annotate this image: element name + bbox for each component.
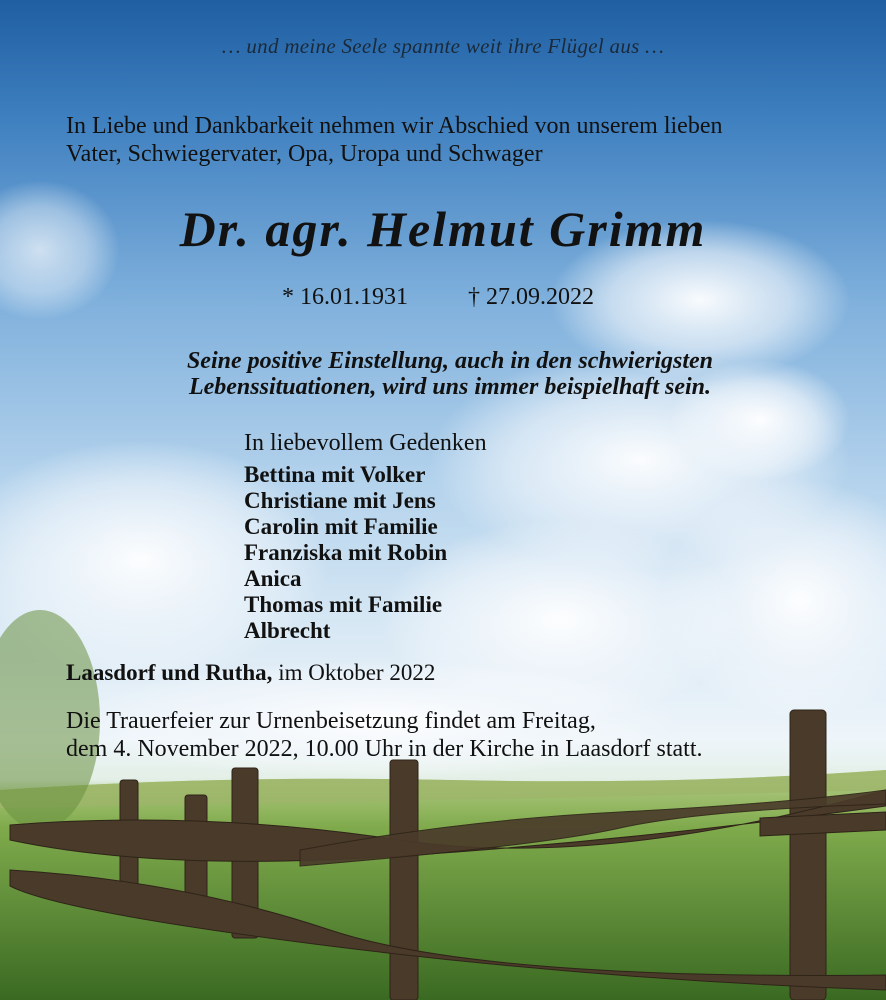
mourner-name: Anica [244, 566, 302, 591]
death-date: † 27.09.2022 [468, 284, 594, 310]
intro-line-1: In Liebe und Dankbarkeit nehmen wir Abschied von unserem lieben [66, 113, 723, 139]
place-date: im Oktober 2022 [272, 660, 436, 685]
mourner-name: Christiane mit Jens [244, 488, 436, 513]
service-line-1: Die Trauerfeier zur Urnenbeisetzung findet am Freitag, [66, 708, 596, 734]
mourners-heading: In liebevollem Gedenken [244, 430, 487, 456]
place-location: Laasdorf und Rutha, [66, 660, 273, 685]
memorial-quote [0, 348, 886, 400]
place-and-date [66, 660, 435, 686]
mourner-name: Albrecht [244, 618, 331, 643]
mourner-name: Thomas mit Familie [244, 592, 443, 617]
funeral-service-info [66, 707, 703, 763]
mourner-name: Bettina mit Volker [244, 462, 426, 487]
mourners-list [244, 462, 447, 644]
intro-line-2: Vater, Schwiegervater, Opa, Uropa und Schwager [66, 141, 543, 167]
motto: … und meine Seele spannte weit ihre Flügel aus … [221, 34, 665, 58]
intro-text [66, 112, 722, 168]
mourner-name: Carolin mit Familie [244, 514, 438, 539]
mourner-name: Franziska mit Robin [244, 540, 448, 565]
birth-date: * 16.01.1931 [282, 284, 408, 310]
service-line-2: dem 4. November 2022, 10.00 Uhr in der Kirche in Laasdorf statt. [66, 736, 703, 762]
quote-line-1: Seine positive Einstellung, auch in den schwierigsten [186, 348, 714, 374]
deceased-name: Dr. agr. Helmut Grimm [179, 201, 707, 257]
quote-line-2: Lebenssituationen, wird uns immer beispielhaft sein. [188, 374, 712, 400]
